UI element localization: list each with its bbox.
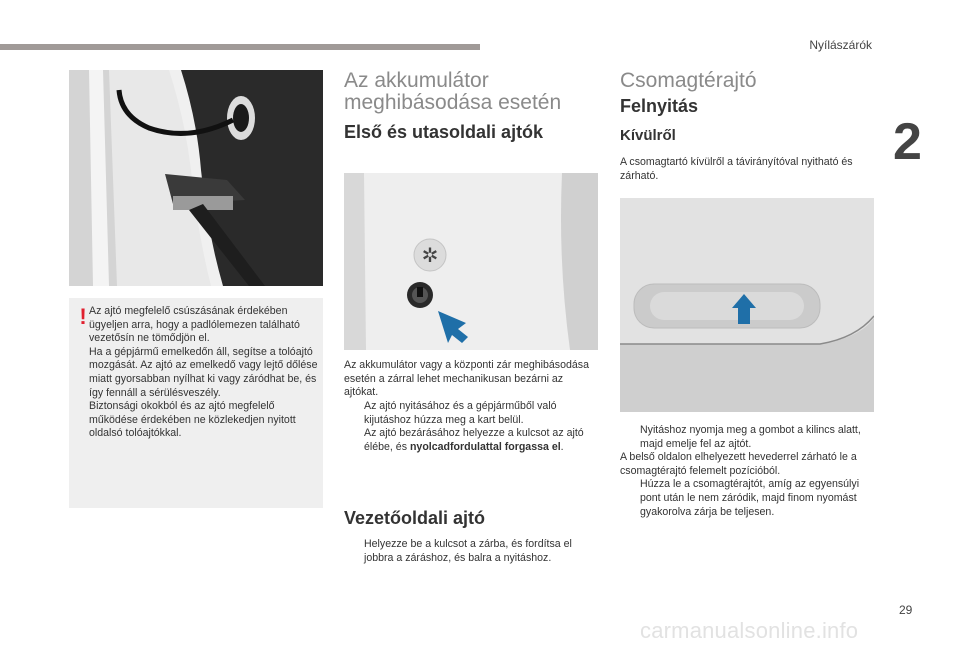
tailgate-bullet-2 (620, 478, 876, 519)
tailgate-bullet-2-text: Húzza le a csomagtérajtót, amíg az egyensúlyi pont után le nem záródik, majd finom nyomást gyakorolva zárja be teljesen. (640, 478, 860, 518)
door-lock-photo (344, 173, 598, 350)
sliding-door-photo (69, 70, 323, 286)
tailgate-bullet-1 (620, 424, 876, 451)
battery-bullet-2-text: Az ajtó bezárásához helyezze a kulcsot az ajtó élébe, és (364, 427, 584, 453)
tailgate-photo (620, 198, 874, 412)
door-lock-illustration (344, 173, 598, 350)
driver-bullets (344, 538, 600, 565)
tailgate-title: Csomagtérajtó (620, 69, 757, 92)
battery-bullet-2-bold: nyolcadfordulattal forgassa el (409, 440, 561, 453)
battery-title-line1: Az akkumulátor (344, 69, 489, 92)
battery-intro: Az akkumulátor vagy a központi zár meghibásodása esetén a zárral lehet mechanikusan bezárni az ajtókat. (344, 359, 589, 399)
battery-bullet-2-suffix: . (560, 440, 564, 453)
warning-text: Az ajtó megfelelő csúszásának érdekében ügyeljen arra, hogy a padlólemezen található vezetősín ne tömődjön el. Ha a gépjármű emelkedőn áll, segítse a tolóajtó mozgását. Az ajtó az emelkedő vagy lejtő dőlése miatt gyorsabban nyílhat ki vagy záródhat be, és így fennáll a sérülésveszély. Biztonsági okokból és az ajtó megfelelő működése érdekében ne közlekedjen nyitott oldalsó tolóajtókkal. (89, 305, 318, 440)
battery-bullets (344, 400, 598, 454)
tailgate-intro: A csomagtartó kívülről a távirányítóval nyitható és zárható. (620, 156, 853, 182)
sliding-door-illustration (69, 70, 323, 286)
driver-bullet (344, 538, 600, 565)
chapter-title: Nyílászárók (809, 38, 872, 52)
warning-icon: ! (79, 304, 87, 329)
front-doors-heading: Első és utasoldali ajtók (344, 122, 544, 142)
battery-bullet-1 (344, 400, 598, 427)
battery-bullet-2 (344, 427, 598, 454)
battery-title-line2: meghibásodása esetén (344, 91, 562, 114)
warning-box (69, 298, 323, 508)
chapter-number: 2 (893, 113, 922, 171)
tailgate-illustration (620, 198, 874, 412)
battery-bullet-1-text: Az ajtó nyitásához és a gépjárműből való kijutáshoz húzza meg a kart belül. (364, 400, 557, 426)
opening-heading: Felnyitás (620, 96, 699, 116)
page-number: 29 (899, 603, 913, 617)
tailgate-bullet-1-text: Nyitáshoz nyomja meg a gombot a kilincs alatt, majd emelje fel az ajtót. (640, 424, 861, 450)
svg-text:✲: ✲ (421, 243, 439, 267)
from-outside-heading: Kívülről (620, 127, 676, 144)
watermark: carmanualsonline.info (640, 618, 859, 643)
tailgate-middle: A belső oldalon elhelyezett hevederrel zárható le a csomagtérajtó felemelt pozícióból. (620, 451, 857, 477)
header-rule (0, 44, 480, 50)
driver-bullet-text: Helyezze be a kulcsot a zárba, és fordítsa el jobbra a záráshoz, és balra a nyitáshoz. (364, 538, 572, 564)
driver-door-heading: Vezetőoldali ajtó (344, 508, 486, 528)
tailgate-text (620, 424, 876, 519)
battery-title (344, 70, 604, 114)
